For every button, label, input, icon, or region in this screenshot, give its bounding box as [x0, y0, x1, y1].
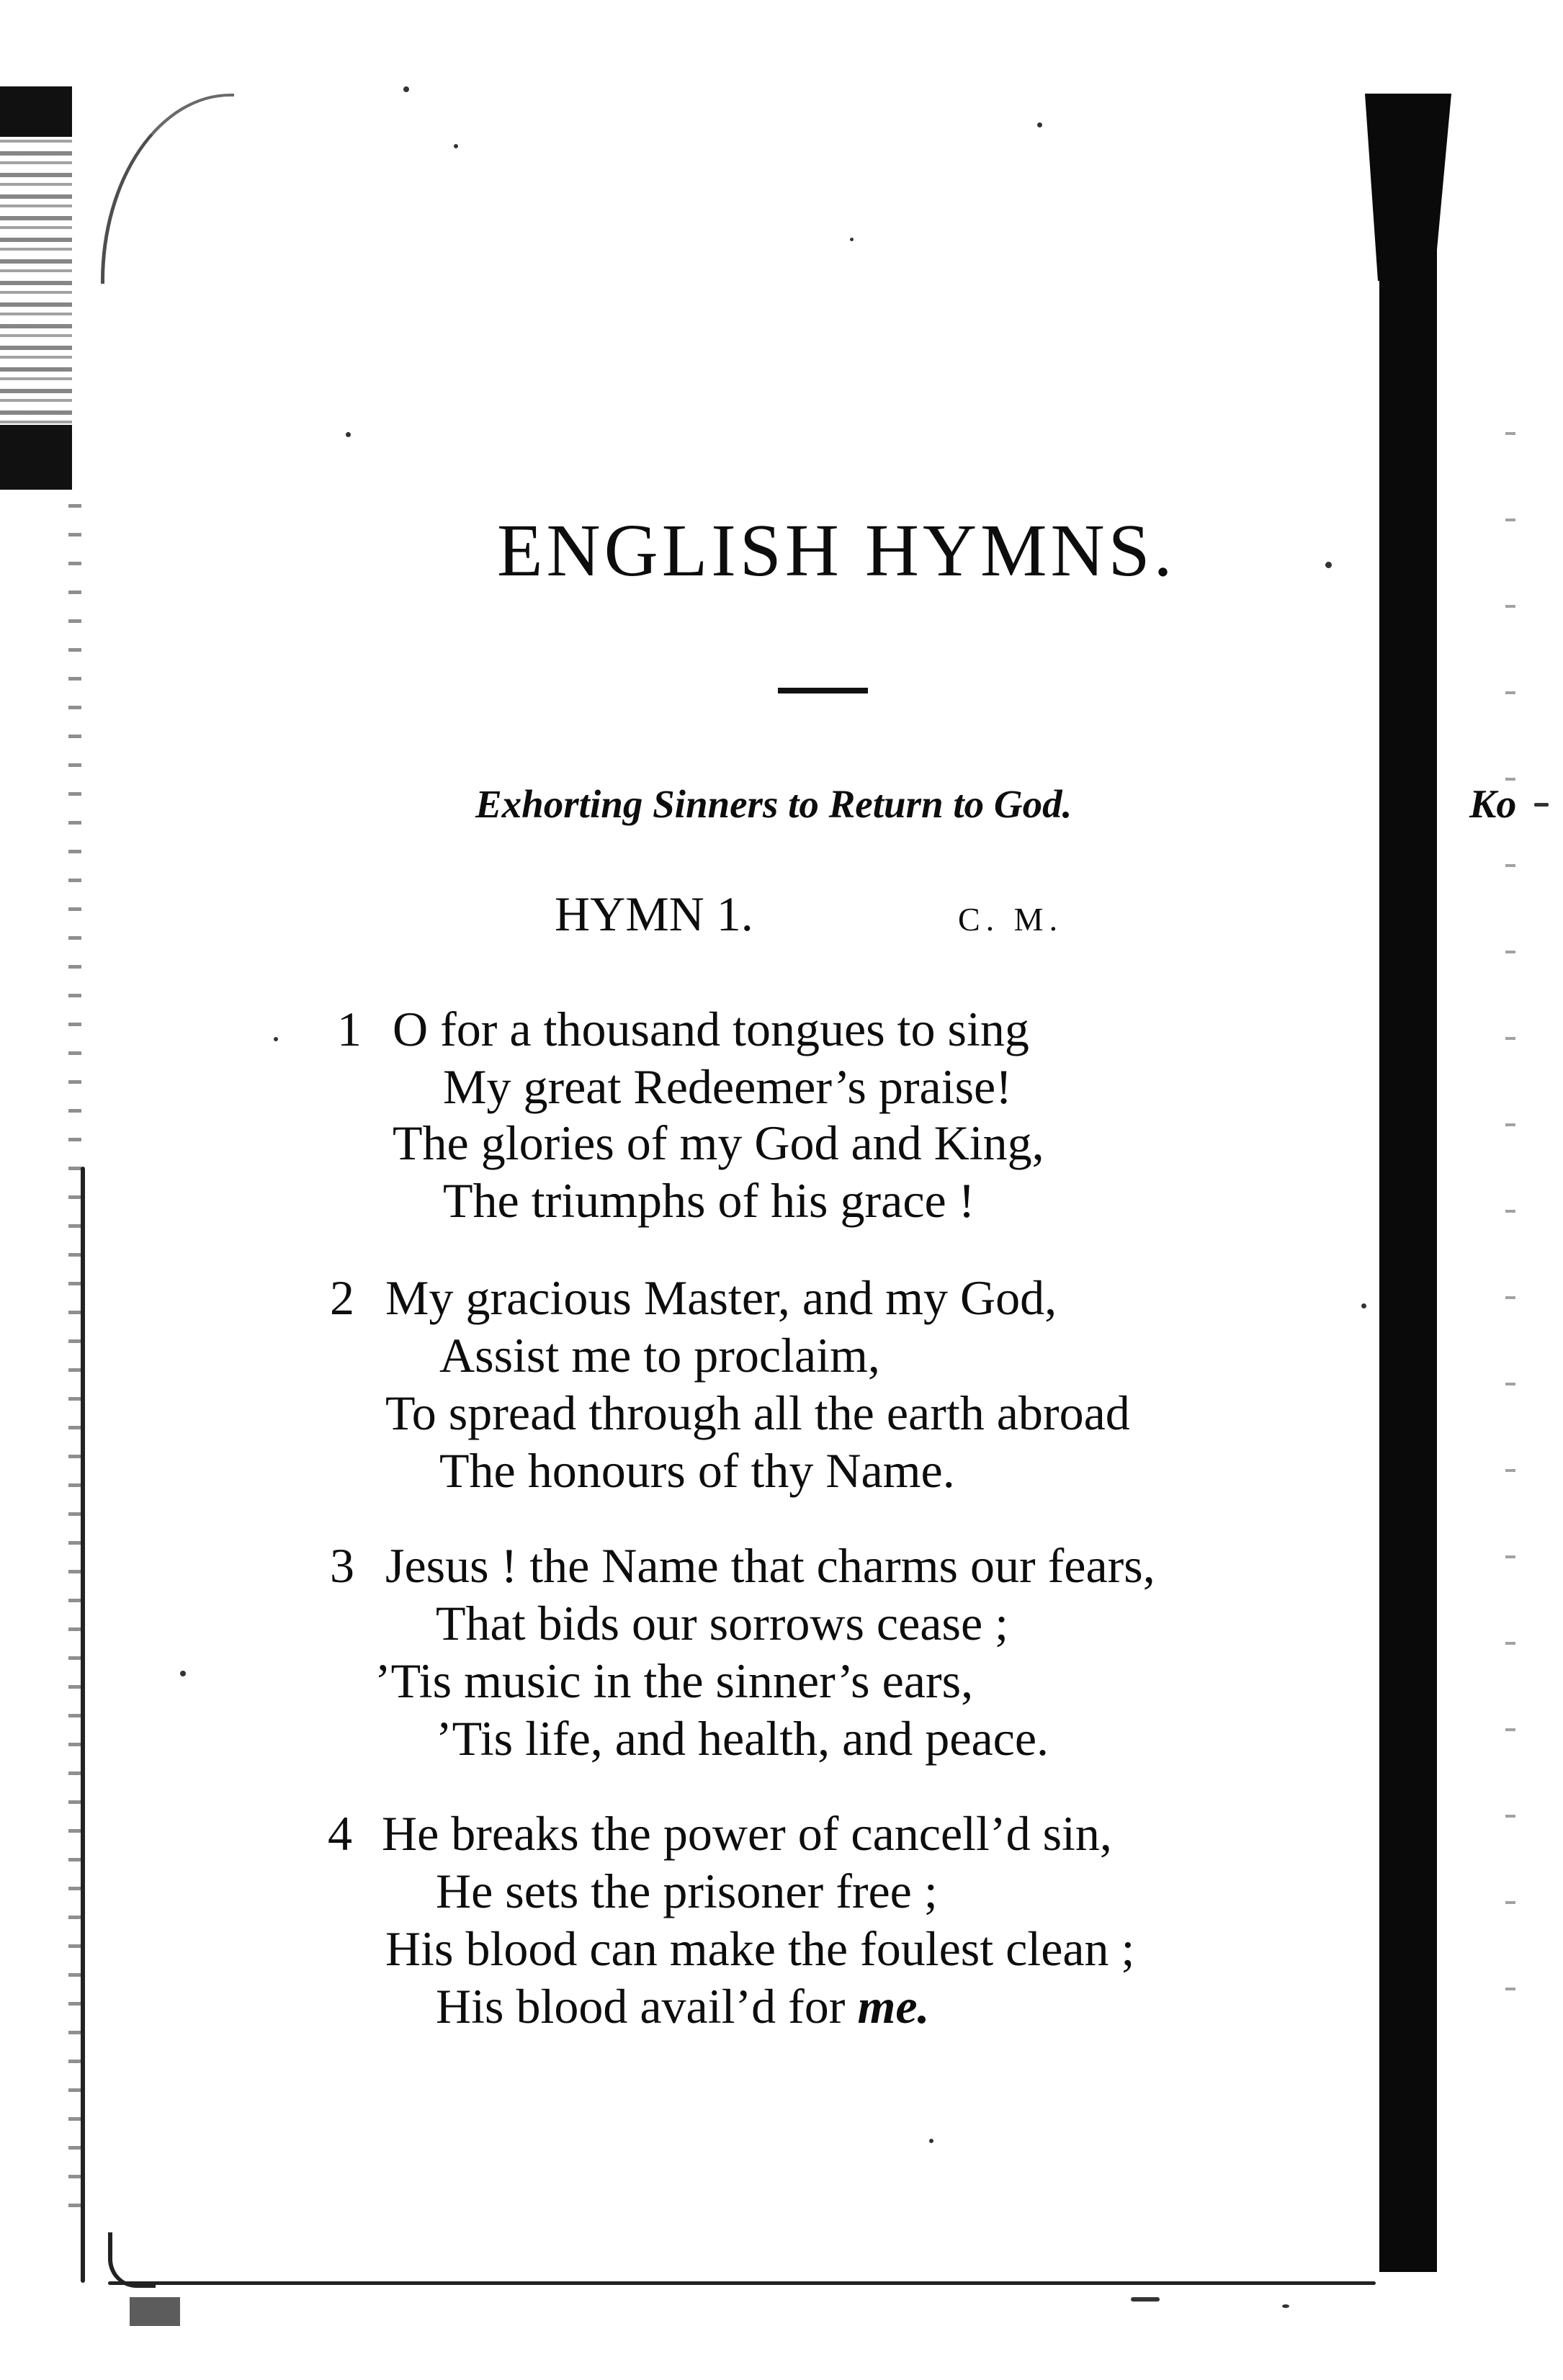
section-subtitle: Exhorting Sinners to Return to God.: [475, 782, 1072, 826]
stanza-line: The honours of thy Name.: [439, 1443, 955, 1498]
hymn-heading: HYMN 1.: [555, 886, 753, 941]
speck: [929, 2139, 933, 2143]
speck: [346, 432, 351, 437]
speck: [1037, 122, 1042, 127]
binding-mark-middle: [0, 425, 72, 490]
stanza-line: My gracious Master, and my God,: [385, 1270, 1057, 1325]
stanza-line: My great Redeemer’s praise!: [443, 1059, 1012, 1114]
title-divider: [778, 688, 868, 693]
stanza-line: He breaks the power of cancell’d sin,: [382, 1806, 1112, 1861]
speck: [1131, 2297, 1160, 2302]
stanza-line: His blood can make the foulest clean ;: [385, 1921, 1135, 1976]
binding-mark-bottom: [130, 2297, 180, 2326]
binding-mark-top: [0, 86, 72, 137]
stanza-number: 3: [330, 1538, 354, 1593]
facing-page-fragment: Ko: [1469, 782, 1517, 827]
speck: [180, 1671, 186, 1676]
stanza-number: 2: [330, 1270, 354, 1325]
stanza-number: 1: [337, 1002, 362, 1056]
facing-page-specks: [1505, 432, 1515, 2016]
stanza-line: O for a thousand tongues to sing: [393, 1002, 1029, 1056]
speck: [1325, 562, 1332, 568]
speck: [1534, 803, 1549, 807]
speck: [1282, 2304, 1289, 2308]
stanza-line-emphasis: me.: [857, 1979, 930, 2034]
stanza-line: The glories of my God and King,: [393, 1115, 1044, 1170]
speck: [850, 238, 854, 241]
speck: [403, 86, 409, 92]
page-title: ENGLISH HYMNS.: [497, 509, 1176, 592]
stanza-line: He sets the prisoner free ;: [436, 1864, 938, 1918]
stanza-line: To spread through all the earth abroad: [385, 1386, 1130, 1440]
stanza-line: The triumphs of his grace !: [443, 1173, 975, 1228]
page-edge-left: [81, 1167, 85, 2283]
page-curl-top-left: [101, 94, 234, 284]
stanza-line: That bids our sorrows cease ;: [436, 1596, 1009, 1651]
stanza-line: [436, 1979, 930, 2034]
stanza-line: Assist me to proclaim,: [439, 1328, 880, 1383]
stanza-number: 4: [328, 1806, 352, 1861]
hymn-meter: C. M.: [958, 901, 1064, 938]
stanza-line-text: His blood avail’d for: [436, 1979, 846, 2034]
binding-stitch-dots: [68, 504, 81, 2232]
speck: [454, 144, 458, 148]
speck: [1361, 1303, 1366, 1308]
page-corner-bottom-left: [108, 2232, 156, 2288]
stanza-line: ’Tis music in the sinner’s ears,: [375, 1653, 974, 1708]
speck: [274, 1037, 278, 1041]
stanza-line: ’Tis life, and health, and peace.: [436, 1711, 1049, 1766]
facing-page-shadow: [1379, 108, 1437, 2272]
stanza-line: Jesus ! the Name that charms our fears,: [385, 1538, 1155, 1593]
page-edge-bottom: [108, 2281, 1376, 2285]
